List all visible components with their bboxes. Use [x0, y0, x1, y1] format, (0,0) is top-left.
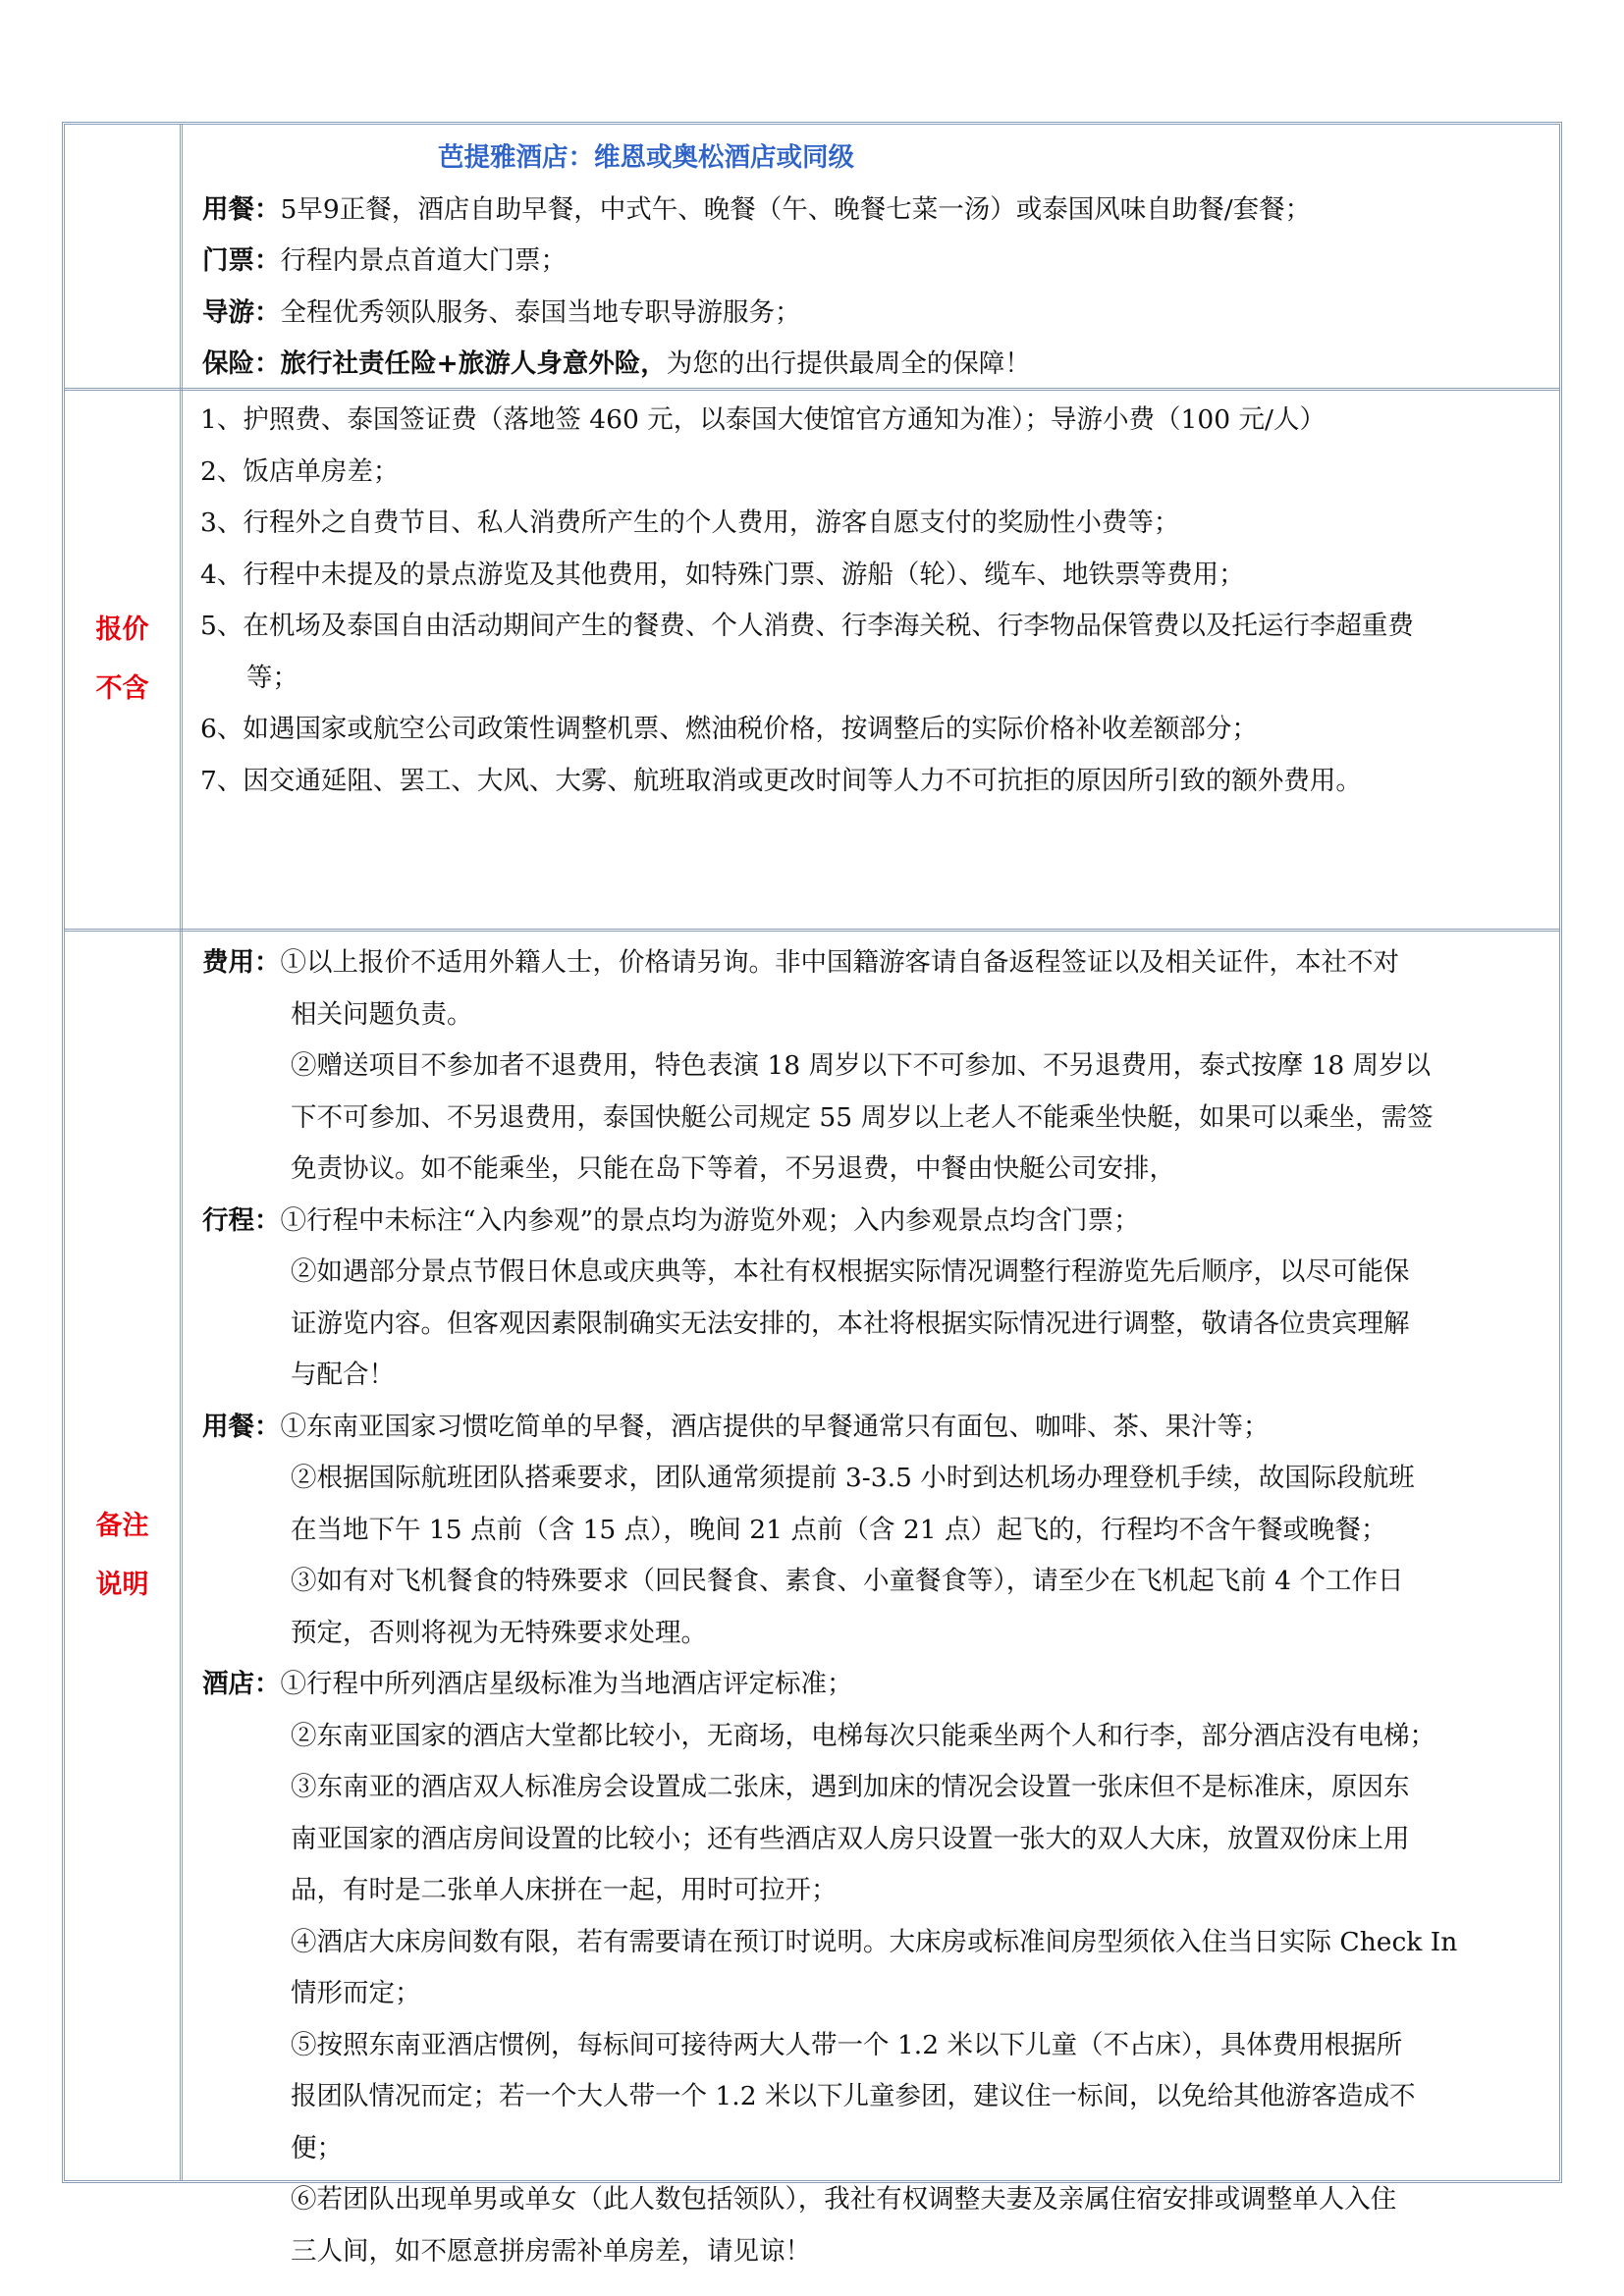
hotel-note-line: 品，有时是二张单人床拼在一起，用时可拉开；	[291, 1875, 838, 1905]
fee-note-text: ①以上报价不适用外籍人士，价格请另询。非中国籍游客请自备返程签证以及相关证件，本社不对	[280, 947, 1399, 978]
hotel-standard-line: 芭提雅酒店：维恩或奥松酒店或同级	[438, 142, 854, 173]
meal-note-line	[202, 1402, 1545, 1454]
hotel-note-line: 三人间，如不愿意拼房需补单房差，请见谅！	[291, 2235, 811, 2267]
itinerary-table	[62, 122, 1562, 2267]
fee-label: 费用：	[202, 947, 281, 978]
hotel-note-line: ③东南亚的酒店双人标准房会设置成二张床，遇到加床的情况会设置一张床但不是标准床，原因东	[291, 1772, 1410, 1802]
excluded-item: 2、饭店单房差；	[200, 455, 400, 487]
excluded-label-line2: 不含	[95, 673, 149, 704]
meal-note-text: ①东南亚国家习惯吃简单的早餐，酒店提供的早餐通常只有面包、咖啡、茶、果汁等；	[280, 1411, 1270, 1442]
guide-row	[202, 288, 1545, 340]
guide-label: 导游：	[202, 296, 281, 328]
excluded-item: 7、因交通延阻、罢工、大风、大雾、航班取消或更改时间等人力不可抗拒的原因所引致的额外费用。	[200, 765, 1362, 796]
notes-label	[65, 932, 180, 2180]
included-content	[202, 133, 1545, 391]
hotel-note-line: ⑤按照东南亚酒店惯例，每标间可接待两大人带一个 1.2 米以下儿童（不占床），具体费用根据所	[291, 2029, 1403, 2060]
trip-note-line: 证游览内容。但客观因素限制确实无法安排的，本社将根据实际情况进行调整，敬请各位贵宾理解	[291, 1308, 1410, 1339]
trip-label: 行程：	[202, 1204, 281, 1236]
hotel-note-text: ①行程中所列酒店星级标准为当地酒店评定标准；	[280, 1669, 853, 1699]
fee-note-line: 相关问题负责。	[291, 998, 473, 1030]
tickets-row	[202, 236, 1545, 288]
meal-note-line: 预定，否则将视为无特殊要求处理。	[291, 1617, 707, 1648]
excluded-list	[200, 395, 1545, 807]
hotel-note-line: 报团队情况而定；若一个大人带一个 1.2 米以下儿童参团，建议住一标间，以免给其他游客造成不	[291, 2081, 1416, 2111]
excluded-label	[65, 391, 180, 929]
excluded-item: 6、如遇国家或航空公司政策性调整机票、燃油税价格，按调整后的实际价格补收差额部分；	[200, 714, 1258, 744]
hotel-note-line: ②东南亚国家的酒店大堂都比较小，无商场，电梯每次只能乘坐两个人和行李，部分酒店没有电梯；	[291, 1720, 1435, 1751]
notes-label-line1: 备注	[95, 1511, 149, 1541]
meal-label: 用餐：	[202, 1411, 281, 1442]
insurance-row	[202, 339, 1545, 391]
trip-note-line: 与配合！	[291, 1360, 395, 1390]
included-section	[65, 125, 1559, 388]
insurance-bold-text: 旅行社责任险+旅游人身意外险，	[280, 348, 667, 379]
hotel-note-line: 便；	[291, 2132, 343, 2163]
hotel-note-line: 南亚国家的酒店房间设置的比较小；还有些酒店双人房只设置一张大的双人大床，放置双份床上用	[291, 1823, 1410, 1854]
trip-note-line	[202, 1196, 1545, 1248]
meal-note-line: 在当地下午 15 点前（含 15 点），晚间 21 点前（含 21 点）起飞的，行程均不含午餐或晚餐；	[291, 1514, 1387, 1545]
hotel-note-line	[202, 1659, 1545, 1711]
excluded-item-continued: 等；	[246, 662, 298, 693]
trip-note-line: ②如遇部分景点节假日休息或庆典等，本社有权根据实际情况调整行程游览先后顺序，以尽可能保	[291, 1256, 1410, 1287]
hotel-note-line: ④酒店大床房间数有限，若有需要请在预订时说明。大床房或标准间房型须依入住当日实际 Check In	[291, 1926, 1458, 1957]
meals-label: 用餐：	[202, 193, 281, 225]
guide-text: 全程优秀领队服务、泰国当地专职导游服务；	[280, 296, 801, 328]
notes-section	[65, 932, 1559, 2267]
excluded-item: 4、行程中未提及的景点游览及其他费用，如特殊门票、游船（轮）、缆车、地铁票等费用；	[200, 559, 1245, 590]
excluded-item: 3、行程外之自费节目、私人消费所产生的个人费用，游客自愿支付的奖励性小费等；	[200, 507, 1180, 538]
tickets-text: 行程内景点首道大门票；	[280, 245, 567, 276]
fee-note-line	[202, 937, 1545, 989]
notes-label-line2: 说明	[95, 1570, 149, 1600]
trip-note-text: ①行程中未标注“入内参观”的景点均为游览外观；入内参观景点均含门票；	[280, 1204, 1140, 1236]
insurance-label: 保险：	[202, 348, 281, 379]
insurance-text: 为您的出行提供最周全的保障！	[666, 348, 1031, 379]
excluded-item: 1、护照费、泰国签证费（落地签 460 元，以泰国大使馆官方通知为准）；导游小费（100 元/人）	[200, 404, 1326, 435]
meals-row	[202, 185, 1545, 237]
notes-content	[202, 937, 1545, 2277]
meal-note-line: ③如有对飞机餐食的特殊要求（回民餐食、素食、小童餐食等），请至少在飞机起飞前 4 个工作日	[291, 1566, 1404, 1596]
excluded-item: 5、在机场及泰国自由活动期间产生的餐费、个人消费、行李海关税、行李物品保管费以及托运行李超重费	[200, 611, 1414, 641]
hotel-note-line: ⑥若团队出现单男或单女（此人数包括领队），我社有权调整夫妻及亲属住宿安排或调整单人入住	[291, 2184, 1397, 2215]
excluded-label-line1: 报价	[95, 614, 149, 645]
fee-note-line: 下不可参加、不另退费用，泰国快艇公司规定 55 周岁以上老人不能乘坐快艇，如果可以乘坐，需签	[291, 1101, 1434, 1133]
fee-note-line: 免责协议。如不能乘坐，只能在岛下等着，不另退费，中餐由快艇公司安排，	[291, 1153, 1175, 1184]
fee-note-line: ②赠送项目不参加者不退费用，特色表演 18 周岁以下不可参加、不另退费用，泰式按摩 18 周岁以	[291, 1050, 1432, 1081]
meal-note-line: ②根据国际航班团队搭乘要求，团队通常须提前 3-3.5 小时到达机场办理登机手续，故国际段航班	[291, 1463, 1415, 1493]
tickets-label: 门票：	[202, 245, 281, 276]
hotel-label: 酒店：	[202, 1669, 281, 1699]
meals-text: 5早9正餐，酒店自助早餐，中式午、晚餐（午、晚餐七菜一汤）或泰国风味自助餐/套餐；	[280, 193, 1312, 225]
hotel-note-line: 情形而定；	[291, 1978, 421, 2008]
excluded-section	[65, 391, 1559, 929]
